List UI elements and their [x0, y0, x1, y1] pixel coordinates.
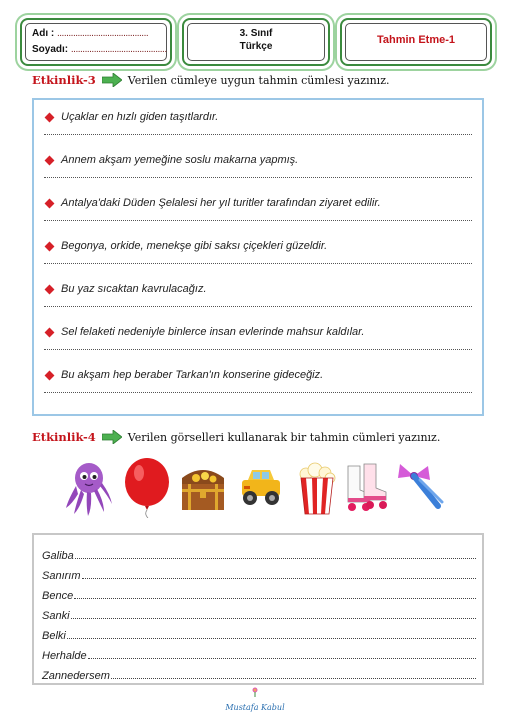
activity4-box	[32, 533, 484, 685]
surname-line	[32, 44, 167, 55]
write-line[interactable]	[42, 664, 476, 682]
answer-line[interactable]	[44, 134, 472, 135]
green-arrow-icon	[102, 73, 122, 87]
answer-line[interactable]	[44, 220, 472, 221]
dotted-line	[74, 598, 476, 599]
write-line[interactable]	[42, 624, 476, 642]
sentence-item	[44, 315, 472, 358]
green-arrow-icon	[102, 430, 122, 444]
dotted-line	[88, 658, 476, 659]
popcorn-icon	[292, 456, 342, 518]
activity3-heading	[32, 73, 390, 87]
red-balloon-icon	[122, 456, 172, 518]
sentence-text: Begonya, orkide, menekşe gibi saksı çiçekleri güzeldir.	[61, 240, 328, 252]
flower-logo-icon	[249, 686, 261, 698]
answer-line[interactable]	[44, 392, 472, 393]
starter-word: Galiba	[42, 550, 74, 562]
starter-word: Belki	[42, 630, 66, 642]
answer-line[interactable]	[44, 306, 472, 307]
write-line[interactable]	[42, 644, 476, 662]
surname-field[interactable]: ..........................................	[70, 44, 167, 55]
worksheet-title: Tahmin Etme-1	[376, 34, 456, 46]
activity4-instruction: Verilen görselleri kullanarak bir tahmin cümleri yazınız.	[127, 430, 441, 444]
picture-row	[64, 456, 444, 522]
bullet-diamond-icon	[45, 155, 55, 165]
write-line[interactable]	[42, 604, 476, 622]
sentence-item	[44, 272, 472, 315]
starter-word: Herhalde	[42, 650, 87, 662]
author-signature: Mustafa Kabul	[225, 703, 285, 712]
octopus-icon	[64, 456, 114, 518]
footer	[0, 685, 510, 712]
write-line[interactable]	[42, 564, 476, 582]
activity4-label: Etkinlik-4	[32, 430, 96, 444]
dotted-line	[111, 678, 476, 679]
activity3-box	[32, 98, 484, 416]
class-info-box	[182, 18, 330, 66]
surname-label: Soyadı:	[32, 44, 69, 55]
name-label: Adı :	[32, 28, 55, 39]
bullet-diamond-icon	[45, 112, 55, 122]
sentence-text: Bu yaz sıcaktan kavrulacağız.	[61, 283, 207, 295]
starter-word: Sanırım	[42, 570, 81, 582]
hair-clip-icon	[394, 456, 444, 518]
roller-skates-icon	[342, 456, 392, 518]
bullet-diamond-icon	[45, 198, 55, 208]
sentence-item	[44, 358, 472, 401]
sentence-text: Sel felaketi nedeniyle binlerce insan evlerinde mahsur kaldılar.	[61, 326, 365, 338]
grade-text: 3. Sınıf	[239, 28, 273, 39]
sentence-item	[44, 186, 472, 229]
bullet-diamond-icon	[45, 284, 55, 294]
student-info-box	[20, 18, 172, 66]
bullet-diamond-icon	[45, 370, 55, 380]
write-line[interactable]	[42, 584, 476, 602]
subject-text: Türkçe	[239, 41, 273, 52]
treasure-chest-icon	[178, 456, 228, 518]
dotted-line	[82, 578, 476, 579]
bullet-diamond-icon	[45, 327, 55, 337]
dotted-line	[75, 558, 476, 559]
activity3-instruction: Verilen cümleye uygun tahmin cümlesi yazınız.	[127, 73, 390, 87]
activity3-label: Etkinlik-3	[32, 73, 96, 87]
starter-word: Sanki	[42, 610, 70, 622]
name-line	[32, 28, 148, 39]
answer-line[interactable]	[44, 349, 472, 350]
write-line[interactable]	[42, 544, 476, 562]
bullet-diamond-icon	[45, 241, 55, 251]
sentence-text: Antalya'daki Düden Şelalesi her yıl turitler tarafından ziyaret edilir.	[61, 197, 381, 209]
sentence-item	[44, 143, 472, 186]
dotted-line	[67, 638, 476, 639]
sentence-text: Uçaklar en hızlı giden taşıtlardır.	[61, 111, 219, 123]
answer-line[interactable]	[44, 177, 472, 178]
name-field[interactable]: ........................................	[57, 28, 149, 39]
toy-car-icon	[236, 456, 286, 518]
sentence-item	[44, 229, 472, 272]
sentence-text: Bu akşam hep beraber Tarkan'ın konserine gideceğiz.	[61, 369, 324, 381]
sentence-text: Annem akşam yemeğine soslu makarna yapmış.	[61, 154, 299, 166]
title-box	[340, 18, 492, 66]
dotted-line	[71, 618, 476, 619]
starter-word: Bence	[42, 590, 74, 602]
starter-word: Zannedersem	[42, 670, 110, 682]
answer-line[interactable]	[44, 263, 472, 264]
sentence-item	[44, 100, 472, 143]
activity4-heading	[32, 430, 440, 444]
